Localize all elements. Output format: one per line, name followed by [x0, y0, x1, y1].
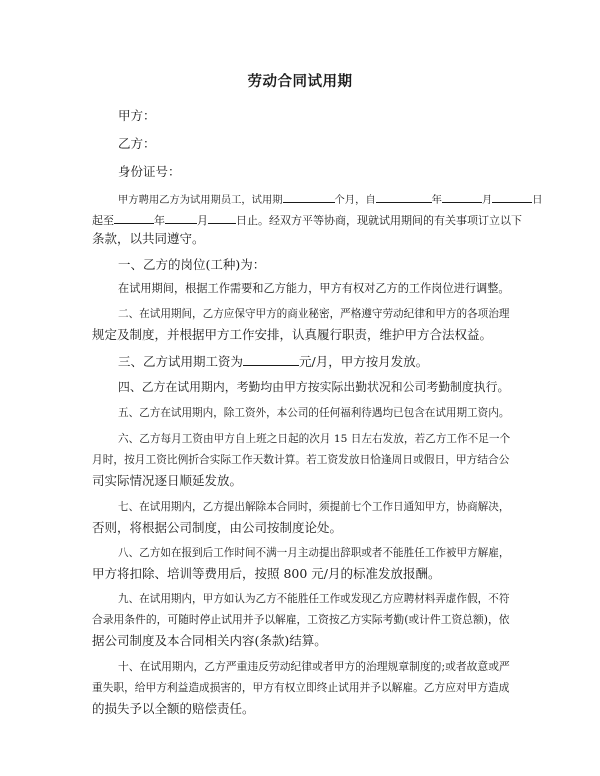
party-a-label: 甲方： [118, 108, 156, 123]
clause-9-line-2: 合录用条件的，可随时停止试用并予以解雇，工资按乙方实际考勤(或计件工资总额)，依 [92, 613, 510, 626]
document-title: 劳动合同试用期 [247, 74, 353, 90]
clause-3-text: 三、乙方试用期工资为 [118, 354, 244, 369]
end-month-blank[interactable] [165, 211, 197, 224]
clause-2-line-2: 规定及制度，并根据甲方工作安排，认真履行职责，维护甲方合法权益。 [92, 327, 493, 342]
clause-7-line-2: 否则，将根据公司制度，由公司按制度论处。 [92, 520, 343, 535]
clause-10-line-2: 重失职，给甲方利益造成损害的，甲方有权立即终止试用并予以解雇。乙方应对甲方造成 [92, 681, 510, 694]
clause-10-line-1: 十、在试用期内，乙方严重违反劳动纪律或者甲方的治理规章制度的;或者故意或严 [118, 660, 510, 673]
clause-6-line-3: 司实际情况逐日顺延发放。 [92, 473, 243, 488]
clause-1-detail: 在试用期间，根据工作需要和乙方能力，甲方有权对乙方的工作岗位进行调整。 [118, 282, 510, 295]
start-month-blank[interactable] [442, 190, 482, 203]
intro-text: 年 [154, 214, 165, 227]
start-day-blank[interactable] [492, 190, 532, 203]
clause-8-line-2: 甲方将扣除、培训等费用后，按照 800 元/月的标准发放报酬。 [92, 566, 441, 581]
trial-months-blank[interactable] [283, 190, 335, 203]
clause-3 [118, 353, 428, 370]
salary-blank[interactable] [243, 353, 299, 366]
clause-8-line-1: 八、乙方如在报到后工作时间不满一月主动提出辞职或者不能胜任工作被甲方解雇， [118, 547, 510, 559]
start-year-blank[interactable] [376, 190, 432, 203]
clause-9-line-1: 九、在试用期内，甲方如认为乙方不能胜任工作或发现乙方应聘材料弄虚作假，不符 [118, 593, 510, 605]
clause-10-line-3: 的损失予以全额的赔偿责任。 [92, 701, 255, 716]
clause-3-text: 元/月，甲方按月发放。 [299, 354, 429, 369]
intro-text: 月 [481, 194, 493, 206]
clause-6-line-1: 六、乙方每月工资由甲方自上班之日起的次月 15 日左右发放，若乙方工作不足一个 [118, 432, 511, 445]
party-b-label: 乙方： [118, 136, 156, 151]
clause-9-line-3: 据公司制度及本合同相关内容(条款)结算。 [92, 633, 327, 648]
clause-4: 四、乙方在试用期内，考勤均由甲方按实际出勤状况和公司考勤制度执行。 [118, 380, 510, 394]
intro-text: 起至 [92, 214, 114, 227]
id-number-label: 身份证号： [118, 164, 181, 179]
intro-text: 甲方聘用乙方为试用期员工，试用期 [118, 194, 283, 206]
intro-line-2 [92, 211, 522, 229]
clause-6-line-2: 月时，按月工资比例折合实际工作天数计算。若工资发放日恰逢周日或假日，甲方结合公 [92, 453, 510, 466]
intro-text: 日 [532, 194, 543, 206]
end-day-blank[interactable] [208, 211, 236, 224]
clause-1: 一、乙方的岗位(工种)为： [118, 257, 266, 272]
intro-text: 个月，自 [334, 194, 376, 206]
intro-text: 月 [197, 214, 208, 227]
intro-text: 日止。经双方平等协商，现就试用期间的有关事项订立以下 [236, 214, 522, 227]
clause-2-line-1: 二、在试用期间，乙方应保守甲方的商业秘密，严格遵守劳动纪律和甲方的各项治理 [118, 308, 510, 320]
intro-line-3: 条款，以共同遵守。 [92, 231, 205, 246]
intro-line-1 [118, 190, 543, 208]
end-year-blank[interactable] [114, 211, 154, 224]
clause-5: 五、乙方在试用期内，除工资外，本公司的任何福利待遇均已包含在试用期工资内。 [118, 407, 510, 419]
clause-7-line-1: 七、在试用期内，乙方提出解除本合同时，须提前七个工作日通知甲方，协商解决， [118, 501, 510, 513]
intro-text: 年 [431, 194, 442, 206]
